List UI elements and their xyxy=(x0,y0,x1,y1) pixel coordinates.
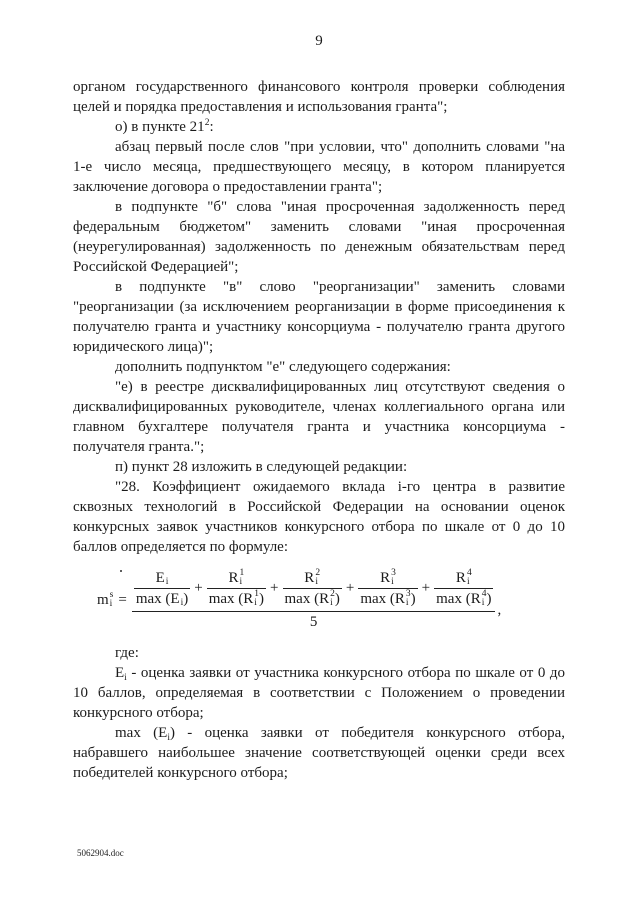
paragraph xyxy=(73,457,565,477)
fraction-denominator xyxy=(358,588,417,608)
formula-lhs-base: m xyxy=(97,591,109,608)
max-prefix: max ( xyxy=(436,590,471,607)
text-run: max (E xyxy=(115,725,168,741)
text-run: E xyxy=(115,665,125,681)
max-prefix: max ( xyxy=(360,590,395,607)
text-run: где: xyxy=(115,645,139,661)
superscript: 4 xyxy=(466,568,472,578)
text-run: абзац первый после слов "при условии, что" дополнить словами "на 1-е число месяца, предшествующего месяцу, в котором планируется заключение договора о предоставлении гранта"; xyxy=(73,139,565,195)
symbol-base: R xyxy=(394,590,405,607)
paragraph xyxy=(73,277,565,357)
subscript: i xyxy=(315,577,318,587)
text-run: п) пункт 28 изложить в следующей редакции: xyxy=(115,459,408,475)
paragraph xyxy=(73,643,565,663)
fraction-numerator xyxy=(300,569,324,588)
text-sub: i xyxy=(167,733,170,743)
max-prefix: max ( xyxy=(135,590,171,607)
paragraph xyxy=(73,357,565,377)
symbol-base: E xyxy=(155,569,165,586)
document-body-bottom xyxy=(73,643,565,783)
superscript: 2 xyxy=(330,589,335,599)
text-run: дополнить подпунктом "е" следующего содержания: xyxy=(115,359,451,375)
symbol-base: R xyxy=(304,569,315,586)
plus-sign: + xyxy=(345,580,355,596)
text-run: "е) в реестре дисквалифицированных лиц отсутствуют сведения о дисквалифицированных руководителе, членах коллегиального органа или главном бухгалтере получателя гранта и участника консорциума - получателя гранта."; xyxy=(73,379,565,455)
symbol-base: R xyxy=(455,569,466,586)
symbol-base: R xyxy=(243,590,254,607)
fraction-term xyxy=(283,569,342,608)
formula-lhs-sup: s xyxy=(109,590,114,600)
plus-sign: + xyxy=(194,580,203,596)
paragraph xyxy=(73,723,565,783)
text-run: ) - оценка заявки от победителя конкурсного отбора, набравшего наибольшее значение соответствующей оценки среди всех победителей конкурсного отбора; xyxy=(73,725,566,781)
paragraph xyxy=(73,197,565,277)
fraction-denominator xyxy=(207,588,266,608)
paren-suffix: ) xyxy=(334,590,340,607)
fraction-denominator xyxy=(134,588,190,608)
formula-main-fraction xyxy=(132,569,496,631)
paragraph xyxy=(73,663,565,723)
sup-sub-stack xyxy=(315,569,320,587)
subscript: i xyxy=(391,577,394,587)
subscript: i xyxy=(330,598,333,608)
fraction-term xyxy=(358,569,417,608)
formula-main-denominator: 5 xyxy=(309,614,318,630)
text-run: в подпункте "б" слова "иная просроченная задолженность перед федеральным бюджетом" заменить словами "иная просроченная (неурегулированная) задолженность по денежным обязательствам перед Российской Федерацией"; xyxy=(73,199,565,275)
text-sub: i xyxy=(124,673,127,683)
formula-trailing-comma: , xyxy=(497,601,502,618)
subscript: i xyxy=(466,577,470,587)
formula-lhs-supsub xyxy=(110,591,114,609)
symbol-base: R xyxy=(228,569,239,586)
sup-sub-stack xyxy=(166,569,169,587)
text-run: органом государственного финансового контроля проверки соблюдения целей и порядка предоставления и использования гранта"; xyxy=(73,79,565,115)
formula-numerator-row xyxy=(132,569,496,612)
page-number: 9 xyxy=(315,33,323,49)
superscript: 1 xyxy=(254,589,260,599)
max-prefix: max ( xyxy=(208,590,244,607)
paragraph xyxy=(73,377,565,457)
text-run: : xyxy=(209,119,214,135)
formula xyxy=(97,569,501,631)
fraction-numerator xyxy=(224,569,248,588)
subscript: i xyxy=(405,598,409,608)
subscript: i xyxy=(481,598,485,608)
text-run: - оценка заявки от участника конкурсного отбора по шкале от 0 до 10 баллов, определяемая в соответствии с Положением о проведении конкурсного отбора; xyxy=(73,665,565,721)
formula-block xyxy=(73,557,565,643)
text-run: "28. Коэффициент ожидаемого вклада i-го центра в развитие сквозных технологий в Российской Федерации на основании оценок конкурсных заявок участников конкурсного отбора по шкале от 0 до 10 баллов определяется по формуле: xyxy=(73,479,565,555)
text-run: о) в пункте 21 xyxy=(115,119,205,135)
symbol-base: R xyxy=(319,590,330,607)
sup-sub-stack xyxy=(240,569,245,587)
max-prefix: max ( xyxy=(284,590,320,607)
footer-filename: 5062904.doc xyxy=(77,848,124,858)
formula-lhs xyxy=(97,591,113,609)
symbol-base: R xyxy=(380,569,391,586)
subscript: i xyxy=(239,577,243,587)
page-content xyxy=(73,0,565,783)
symbol-base: R xyxy=(470,590,481,607)
sup-sub-stack xyxy=(391,569,396,587)
plus-sign: + xyxy=(270,580,279,596)
formula-lhs-sub: i xyxy=(109,599,113,609)
paren-suffix: ) xyxy=(486,590,492,607)
fraction-numerator xyxy=(452,569,476,588)
sup-sub-stack xyxy=(467,569,472,587)
paren-suffix: ) xyxy=(410,590,416,607)
subscript: i xyxy=(254,598,257,608)
symbol-base: E xyxy=(170,590,180,607)
equals-sign: = xyxy=(118,591,127,608)
scan-speck xyxy=(120,570,122,572)
superscript: 1 xyxy=(239,568,245,578)
superscript: 4 xyxy=(481,589,487,599)
fraction-term xyxy=(134,569,190,608)
fraction-denominator xyxy=(283,588,342,608)
superscript: 3 xyxy=(405,589,411,599)
fraction-term xyxy=(434,569,493,608)
superscript: 2 xyxy=(315,568,321,578)
paren-suffix: ) xyxy=(183,590,189,607)
fraction-denominator xyxy=(434,588,493,608)
fraction-term xyxy=(207,569,266,608)
fraction-numerator xyxy=(376,569,400,588)
fraction-numerator xyxy=(152,569,173,588)
text-sup: 2 xyxy=(204,118,210,128)
text-run: в подпункте "в" слово "реорганизации" заменить словами "реорганизации (за исключением реорганизации в форме присоединения к получателю гранта и участнику консорциума - получателю гранта другого юридического лица)"; xyxy=(73,279,565,355)
subscript: i xyxy=(180,598,184,608)
superscript: 3 xyxy=(391,568,396,578)
subscript: i xyxy=(165,577,169,587)
document-body-top xyxy=(73,77,565,557)
paragraph xyxy=(73,117,565,137)
paragraph xyxy=(73,477,565,557)
paren-suffix: ) xyxy=(259,590,265,607)
plus-sign: + xyxy=(421,580,431,596)
paragraph xyxy=(73,77,565,117)
paragraph xyxy=(73,137,565,197)
